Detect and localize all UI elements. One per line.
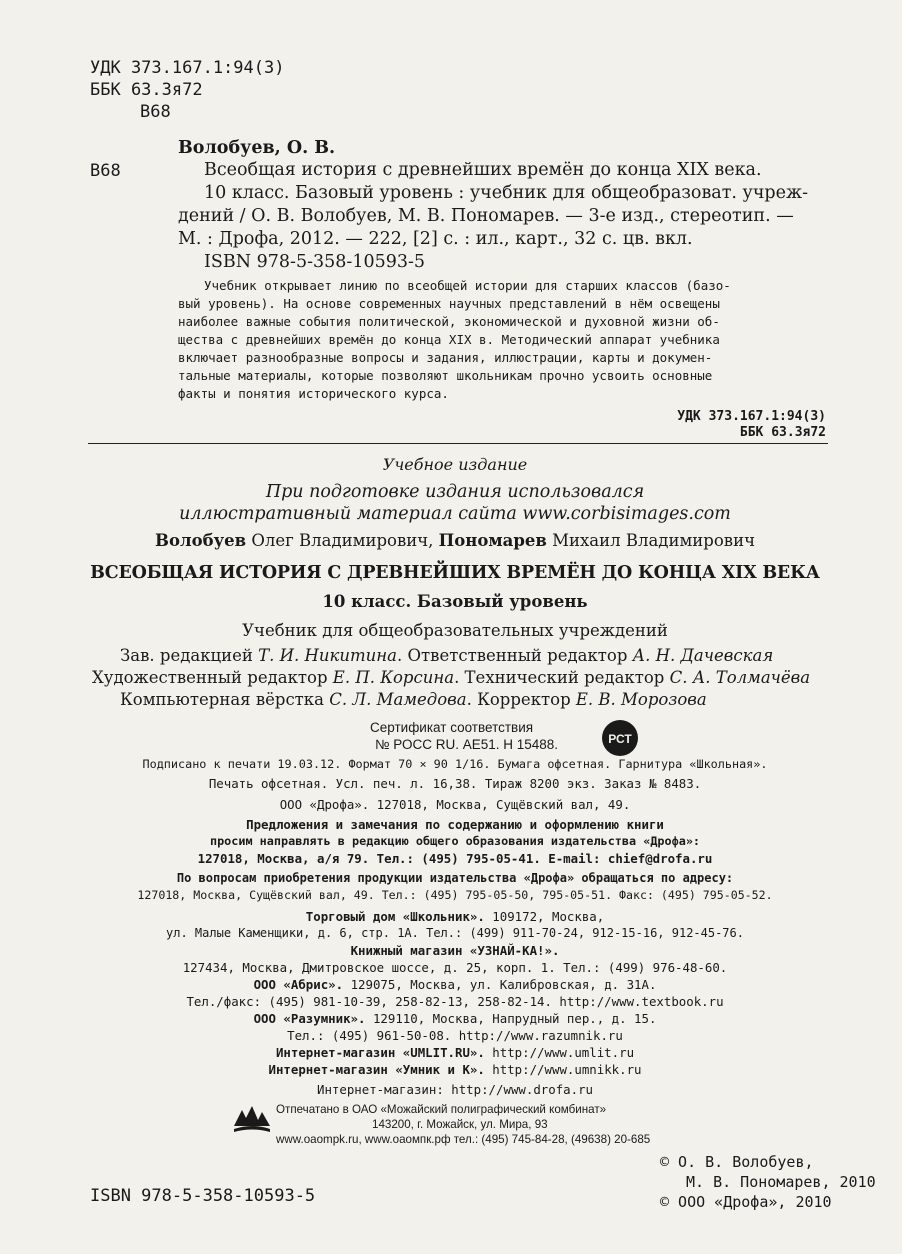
suggestions-line-2: просим направлять в редакцию общего образования издательства «Дрофа»: xyxy=(209,834,701,848)
udc-code: УДК 373.167.1:94(3) xyxy=(90,58,285,78)
bib-line-4: М. : Дрофа, 2012. — 222, [2] с. : ил., карт., 32 с. цв. вкл. xyxy=(178,229,693,249)
abstract-line-4: щества с древнейших времён до конца XIX в. Методический аппарат учебника xyxy=(178,332,720,347)
author-1-name: Олег Владимирович, xyxy=(246,531,439,550)
abstract-line-5: включает разнообразные вопросы и задания, иллюстрации, карты и докумен- xyxy=(178,350,713,365)
shop-line: Тел.: (495) 961-50-08. http://www.razumnik.ru xyxy=(287,1028,623,1043)
print-info-line-1: Подписано к печати 19.03.12. Формат 70 × 90 1/16. Бумага офсетная. Гарнитура «Школьная». xyxy=(142,757,768,771)
shop-line: Интернет-магазин «UMLIT.RU». http://www.umlit.ru xyxy=(275,1045,635,1060)
abstract-line-7: факты и понятия исторического курса. xyxy=(178,386,449,401)
certificate-title: Сертификат соответствия xyxy=(370,720,534,735)
credit-role: . Технический редактор xyxy=(454,668,670,687)
print-info-line-3: ООО «Дрофа». 127018, Москва, Сущёвский вал, 49. xyxy=(279,797,631,812)
credit-name: Е. П. Корсина xyxy=(332,668,455,687)
printer-line-3: www.oaompk.ru, www.оаомпк.рф тел.: (495) 745-84-28, (49638) 20-685 xyxy=(276,1133,651,1146)
credit-name: Е. В. Морозова xyxy=(575,690,707,709)
notice-line-1: При подготовке издания использовался xyxy=(265,482,645,502)
bib-line-3: дений / О. В. Волобуев, М. В. Пономарев. — 3-е изд., стереотип. — xyxy=(178,206,794,226)
shop-line: Тел./факс: (495) 981-10-39, 258-82-13, 258-82-14. http://www.textbook.ru xyxy=(186,994,724,1009)
credits-line-1 xyxy=(120,646,773,665)
credit-name: Т. И. Никитина xyxy=(258,646,398,665)
bbk-code: ББК 63.3я72 xyxy=(90,80,203,100)
credit-role: Художественный редактор xyxy=(92,668,333,687)
notice-line-2: иллюстративный материал сайта www.corbisimages.com xyxy=(179,504,731,524)
footer-isbn: ISBN 978-5-358-10593-5 xyxy=(90,1186,316,1206)
credit-name: С. А. Толмачёва xyxy=(669,668,811,687)
book-title: ВСЕОБЩАЯ ИСТОРИЯ С ДРЕВНЕЙШИХ ВРЕМЁН ДО КОНЦА XIX ВЕКА xyxy=(90,563,820,583)
bib-line-1: Всеобщая история с древнейших времён до конца XIX века. xyxy=(204,160,762,180)
class-bbk: ББК 63.3я72 xyxy=(739,425,826,440)
shop-line: Торговый дом «Школьник». 109172, Москва, xyxy=(305,909,605,924)
copyright-line-2: М. В. Пономарев, 2010 xyxy=(686,1173,876,1191)
author-1-surname: Волобуев xyxy=(155,531,247,550)
shop-line: Интернет-магазин: http://www.drofa.ru xyxy=(316,1082,593,1097)
bib-side-mark: В68 xyxy=(90,161,121,181)
edition-type: Учебное издание xyxy=(382,455,528,474)
abstract-line-3: наиболее важные события политической, экономической и духовной жизни об- xyxy=(178,314,720,329)
credit-name: А. Н. Дачевская xyxy=(632,646,774,665)
purchase-line-2: 127018, Москва, Сущёвский вал, 49. Тел.: (495) 795-05-50, 795-05-51. Факс: (495) 795-05-52. xyxy=(137,888,773,902)
abstract-line-2: вый уровень). На основе современных научных представлений в нём освещены xyxy=(178,296,720,311)
suggestions-line-3: 127018, Москва, а/я 79. Тел.: (495) 795-05-41. E-mail: chief@drofa.ru xyxy=(197,851,713,866)
suggestions-line-1: Предложения и замечания по содержанию и оформлению книги xyxy=(246,817,664,832)
author-mark: В68 xyxy=(140,102,171,122)
credit-role: Зав. редакцией xyxy=(120,646,259,665)
authors-full xyxy=(60,531,850,550)
certificate-number: № РОСС RU. АЕ51. Н 15488. xyxy=(375,737,559,752)
printer-line-2: 143200, г. Можайск, ул. Мира, 93 xyxy=(372,1118,548,1131)
shop-line: Интернет-магазин «Умник и К». http://www.umnikk.ru xyxy=(268,1062,642,1077)
credit-role: . Ответственный редактор xyxy=(397,646,633,665)
printing-plant-logo xyxy=(232,1102,272,1136)
shop-line: Книжный магазин «УЗНАЙ-КА!». xyxy=(350,943,560,958)
abstract-line-1: Учебник открывает линию по всеобщей истории для старших классов (базо- xyxy=(204,278,731,293)
credit-role: . Корректор xyxy=(466,690,576,709)
credits-line-2 xyxy=(92,668,810,687)
book-subtitle: 10 класс. Базовый уровень xyxy=(322,592,588,611)
rst-certification-logo xyxy=(600,718,640,758)
copyright-line-1: © О. В. Волобуев, xyxy=(660,1153,814,1171)
divider-line xyxy=(88,443,828,444)
bib-line-2: 10 класс. Базовый уровень : учебник для общеобразоват. учреж- xyxy=(204,183,808,203)
rst-logo-text: РСТ xyxy=(608,732,632,746)
author-2-surname: Пономарев xyxy=(438,531,547,550)
credit-role: Компьютерная вёрстка xyxy=(120,690,330,709)
print-info-line-2: Печать офсетная. Усл. печ. л. 16,38. Тираж 8200 экз. Заказ № 8483. xyxy=(208,776,702,791)
credits-line-3 xyxy=(120,690,707,709)
abstract-line-6: тальные материалы, которые позволяют школьникам прочно усвоить основные xyxy=(178,368,713,383)
bib-isbn: ISBN 978-5-358-10593-5 xyxy=(204,252,426,272)
purchase-line-1: По вопросам приобретения продукции издательства «Дрофа» обращаться по адресу: xyxy=(176,871,734,885)
shop-line: ООО «Абрис». 129075, Москва, ул. Калибровская, д. 31А. xyxy=(253,977,657,992)
credit-name: С. Л. Мамедова xyxy=(329,690,467,709)
bib-author: Волобуев, О. В. xyxy=(178,138,336,158)
class-udc: УДК 373.167.1:94(3) xyxy=(677,409,826,424)
copyright-line-3: © ООО «Дрофа», 2010 xyxy=(660,1193,832,1211)
shop-line: 127434, Москва, Дмитровское шоссе, д. 25, корп. 1. Тел.: (499) 976-48-60. xyxy=(182,960,728,975)
shop-line: ул. Малые Каменщики, д. 6, стр. 1А. Тел.: (499) 911-70-24, 912-15-16, 912-45-76. xyxy=(166,926,744,940)
author-2-name: Михаил Владимирович xyxy=(546,531,755,550)
shop-line: ООО «Разумник». 129110, Москва, Напрудный пер., д. 15. xyxy=(253,1011,657,1026)
book-purpose: Учебник для общеобразовательных учреждений xyxy=(242,621,668,640)
printer-line-1: Отпечатано в ОАО «Можайский полиграфический комбинат» xyxy=(276,1103,607,1116)
